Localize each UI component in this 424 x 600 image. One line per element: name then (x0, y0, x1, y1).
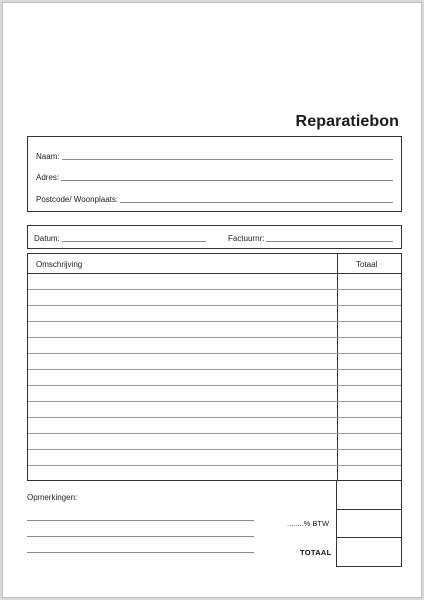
postcode-city-label: Postcode/ Woonplaats: (36, 195, 119, 204)
notes-line[interactable] (27, 552, 254, 553)
description-header: Omschrijving (36, 260, 83, 269)
table-row-line (28, 465, 401, 466)
notes-line[interactable] (27, 520, 254, 521)
invoice-number-line[interactable] (266, 241, 393, 242)
table-row-line (28, 385, 401, 386)
grand-total-label: TOTAAL (300, 548, 332, 557)
totals-separator (337, 537, 401, 538)
invoice-number-field[interactable] (228, 232, 393, 244)
table-row-line (28, 369, 401, 370)
name-label: Naam: (36, 152, 60, 161)
table-row-line (28, 321, 401, 322)
postcode-city-field[interactable] (36, 191, 393, 205)
form-sheet (2, 2, 422, 598)
table-row-line (28, 417, 401, 418)
name-line[interactable] (62, 159, 393, 160)
totals-separator (337, 509, 401, 510)
date-label: Datum: (34, 234, 60, 243)
name-field[interactable] (36, 148, 393, 162)
table-row-line (28, 401, 401, 402)
total-header: Totaal (356, 260, 378, 269)
totals-box (336, 481, 402, 567)
items-table (27, 253, 402, 481)
date-field[interactable] (34, 232, 206, 244)
table-row-line (28, 353, 401, 354)
column-divider (337, 254, 338, 480)
notes-label: Opmerkingen: (27, 493, 78, 502)
date-invoice-box (27, 225, 402, 249)
invoice-number-label: Factuurnr: (228, 234, 265, 243)
table-row-line (28, 305, 401, 306)
address-label: Adres: (36, 173, 60, 182)
address-field[interactable] (36, 169, 393, 183)
address-line[interactable] (61, 180, 393, 181)
vat-label: ........% BTW (287, 519, 330, 528)
notes-line[interactable] (27, 536, 254, 537)
form-title: Reparatiebon (295, 113, 399, 130)
postcode-city-line[interactable] (120, 202, 393, 203)
customer-details-box (27, 136, 402, 212)
table-row-line (28, 289, 401, 290)
table-row-line (28, 433, 401, 434)
table-row-line (28, 337, 401, 338)
date-line[interactable] (62, 241, 206, 242)
table-row-line (28, 449, 401, 450)
table-header-line (28, 273, 401, 274)
